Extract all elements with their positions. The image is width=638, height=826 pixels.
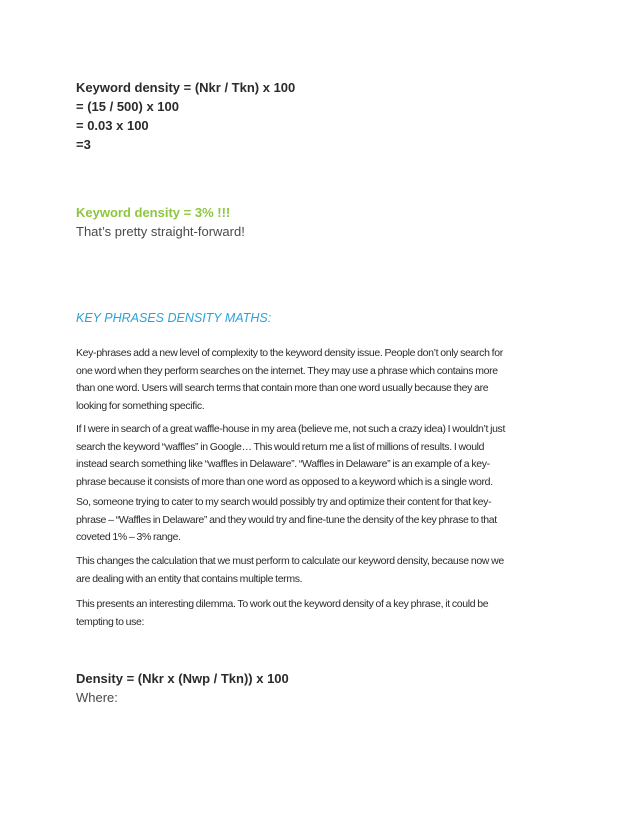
- paragraph-4: [76, 553, 564, 588]
- paragraph-1: [76, 345, 564, 415]
- paragraph-3: [76, 494, 564, 547]
- paragraph-line: This changes the calculation that we must perform to calculate our keyword density, because now we: [76, 555, 504, 567]
- paragraph-2: [76, 421, 564, 491]
- density-formula: Density = (Nkr x (Nwp / Tkn)) x 100: [76, 671, 289, 686]
- paragraph-line: one word when they perform searches on the internet. They may use a phrase which contains more: [76, 364, 498, 377]
- where-label: Where:: [76, 690, 118, 705]
- formula-line-2: = (15 / 500) x 100: [76, 99, 179, 114]
- paragraph-line: than one word. Users will search terms that contain more than one word usually because they are: [76, 382, 489, 394]
- paragraph-5: [76, 596, 564, 631]
- paragraph-line: If I were in search of a great waffle-house in my area (believe me, not such a crazy idea) I wouldn’t just: [76, 423, 506, 435]
- paragraph-line: This presents an interesting dilemma. To work out the keyword density of a key phrase, it could be: [76, 598, 489, 610]
- paragraph-line: phrase – “Waffles in Delaware” and they would try and fine-tune the density of the key phrase to that: [76, 513, 497, 526]
- section-heading: KEY PHRASES DENSITY MATHS:: [76, 311, 272, 325]
- result-comment: That’s pretty straight-forward!: [76, 224, 245, 239]
- paragraph-line: So, someone trying to cater to my search would possibly try and optimize their content for that key-: [76, 496, 492, 508]
- formula-line-4: =3: [76, 137, 91, 152]
- paragraph-line: looking for something specific.: [76, 399, 205, 412]
- paragraph-line: are dealing with an entity that contains multiple terms.: [76, 572, 303, 585]
- paragraph-line: phrase because it consists of more than one word as opposed to a keyword which is a single word.: [76, 475, 493, 488]
- paragraph-line: instead search something like “waffles in Delaware”. “Waffles in Delaware” is an example of a key-: [76, 458, 490, 470]
- paragraph-line: search the keyword “waffles” in Google… This would return me a list of millions of results. I would: [76, 440, 485, 453]
- paragraph-line: Key-phrases add a new level of complexity to the keyword density issue. People don’t only search for: [76, 347, 503, 359]
- formula-line-3: = 0.03 x 100: [76, 118, 149, 133]
- paragraph-line: tempting to use:: [76, 615, 145, 628]
- paragraph-line: coveted 1% – 3% range.: [76, 531, 181, 543]
- formula-line-1: Keyword density = (Nkr / Tkn) x 100: [76, 80, 296, 95]
- result-highlight: Keyword density = 3% !!!: [76, 205, 231, 220]
